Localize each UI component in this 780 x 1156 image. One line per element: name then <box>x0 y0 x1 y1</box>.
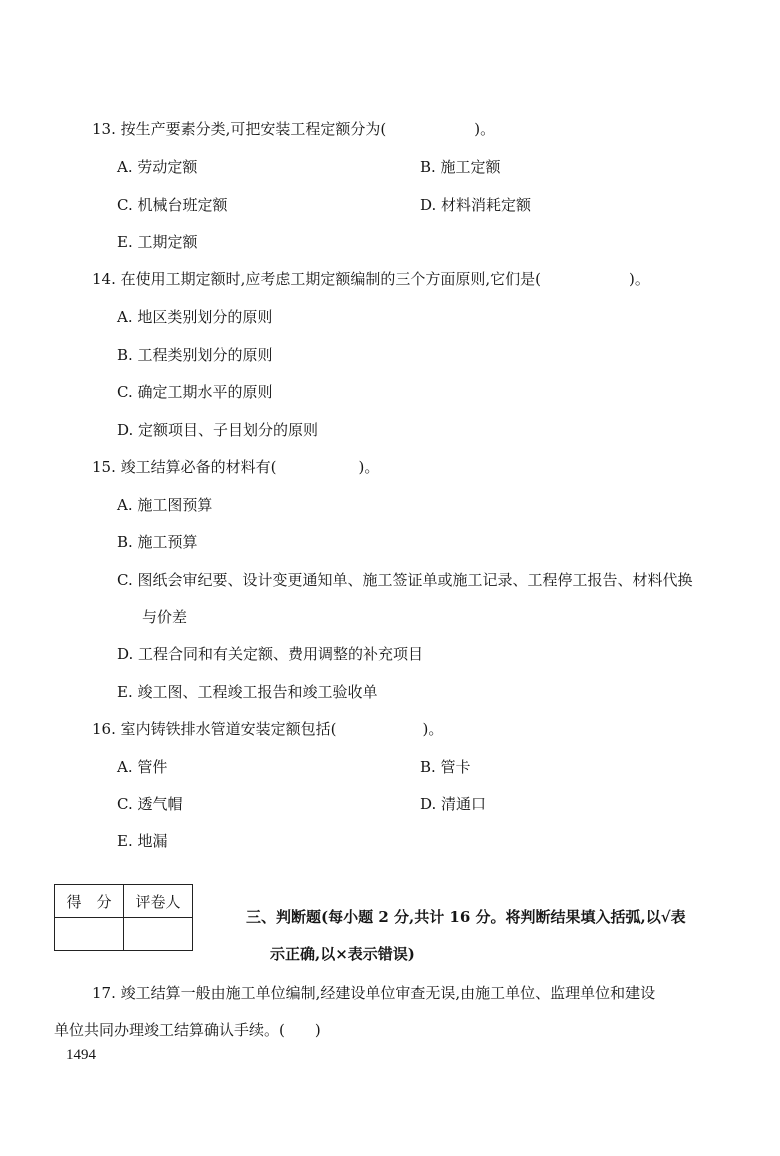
option-13-d: D. 材料消耗定额 <box>420 196 532 214</box>
option-16-c: C. 透气帽 <box>117 795 183 813</box>
grader-label: 评卷人 <box>124 885 193 918</box>
question-17-line1: 17. 竣工结算一般由施工单位编制,经建设单位审查无误,由施工单位、监理单位和建设 <box>92 984 656 1002</box>
option-15-c-continued: 与价差 <box>142 608 188 626</box>
option-15-c: C. 图纸会审纪要、设计变更通知单、施工签证单或施工记录、工程停工报告、材料代换 <box>117 571 693 589</box>
score-label: 得 分 <box>55 885 124 918</box>
option-14-b: B. 工程类别划分的原则 <box>117 346 273 364</box>
section-title-line1: 三、判断题(每小题 2 分,共计 16 分。将判断结果填入括弧,以√表 <box>246 908 686 926</box>
option-13-e: E. 工期定额 <box>117 233 198 251</box>
option-15-b: B. 施工预算 <box>117 533 198 551</box>
question-13-stem: 13. 按生产要素分类,可把安装工程定额分为( <box>92 120 387 138</box>
option-14-a: A. 地区类别划分的原则 <box>117 308 273 326</box>
question-15 <box>92 457 379 477</box>
option-15-d: D. 工程合同和有关定额、费用调整的补充项目 <box>117 645 424 663</box>
option-14-c: C. 确定工期水平的原则 <box>117 383 273 401</box>
question-16 <box>92 719 443 739</box>
question-14 <box>92 269 650 289</box>
question-15-stem: 15. 竣工结算必备的材料有( <box>92 458 277 476</box>
option-13-b: B. 施工定额 <box>420 158 501 176</box>
option-16-a: A. 管件 <box>117 758 168 776</box>
option-16-b: B. 管卡 <box>420 758 471 776</box>
question-13-close: )。 <box>474 120 496 138</box>
question-17-line2: 单位共同办理竣工结算确认手续。( ) <box>54 1021 321 1039</box>
question-16-stem: 16. 室内铸铁排水管道安装定额包括( <box>92 720 337 738</box>
option-14-d: D. 定额项目、子目划分的原则 <box>117 421 319 439</box>
option-16-e: E. 地漏 <box>117 832 168 850</box>
option-13-a: A. 劳动定额 <box>117 158 198 176</box>
option-15-e: E. 竣工图、工程竣工报告和竣工验收单 <box>117 683 378 701</box>
score-table <box>54 884 193 951</box>
option-15-a: A. 施工图预算 <box>117 496 213 514</box>
score-cell <box>55 918 124 951</box>
page-number: 1494 <box>66 1047 96 1063</box>
question-14-stem: 14. 在使用工期定额时,应考虑工期定额编制的三个方面原则,它们是( <box>92 270 542 288</box>
question-14-close: )。 <box>629 270 650 288</box>
question-16-close: )。 <box>422 720 444 738</box>
grader-cell <box>124 918 193 951</box>
question-15-close: )。 <box>358 458 380 476</box>
option-16-d: D. 清通口 <box>420 795 487 813</box>
section-title-line2: 示正确,以×表示错误) <box>270 945 415 963</box>
option-13-c: C. 机械台班定额 <box>117 196 228 214</box>
question-13 <box>92 119 495 139</box>
